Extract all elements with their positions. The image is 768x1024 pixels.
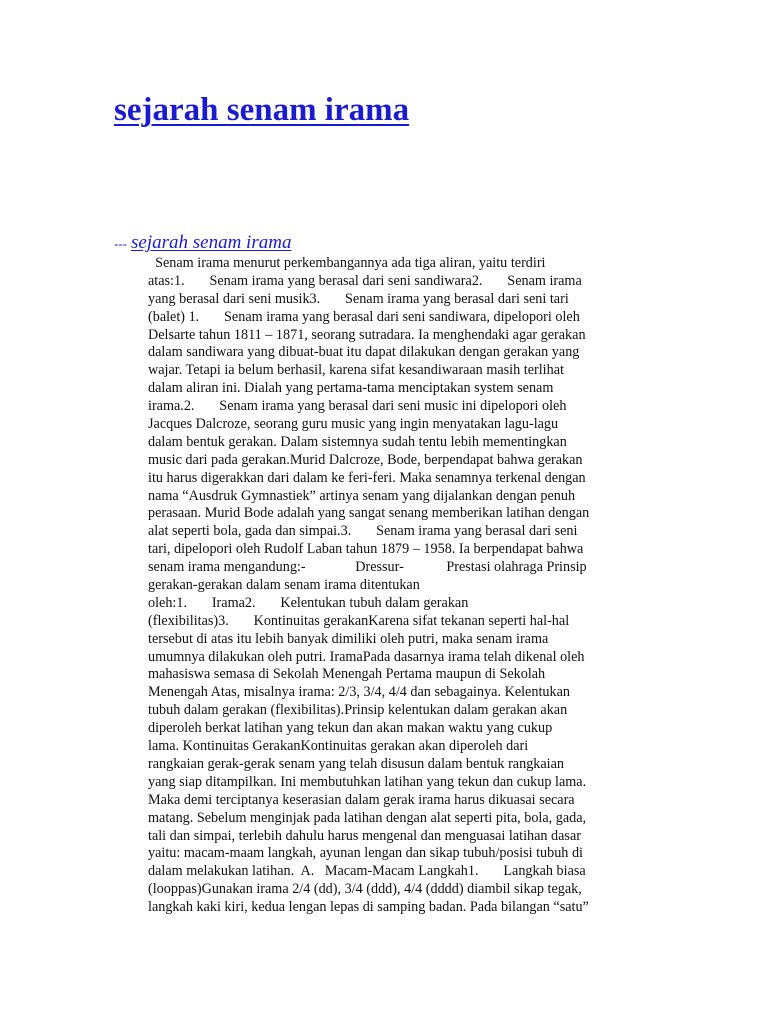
body-line: (flexibilitas)3. Kontinuitas gerakanKarena sifat tekanan seperti hal-hal [148, 612, 570, 629]
body-line: umumnya dilakukan oleh putri. IramaPada dasarnya irama telah dikenal oleh [148, 648, 585, 665]
body-line: dalam sandiwara yang dibuat-buat itu dapat dilakukan dengan gerakan yang [148, 344, 580, 361]
body-line: yang berasal dari seni musik3. Senam irama yang berasal dari seni tari [148, 290, 569, 307]
body-line: rangkaian gerak-gerak senam yang telah disusun dalam bentuk rangkaian [148, 755, 565, 772]
body-line: tersebut di atas itu lebih banyak dimiliki oleh putri, maka senam irama [148, 630, 549, 647]
body-line: lama. Kontinuitas GerakanKontinuitas gerakan akan diperoleh dari [148, 738, 529, 755]
body-line: matang. Sebelum menginjak pada latihan dengan alat seperti pita, bola, gada, [148, 809, 587, 826]
body-line: Jacques Dalcroze, seorang guru music yang ingin menyatakan lagu-lagu [148, 416, 559, 433]
body-line: yang siap ditampilkan. Ini membutuhkan latihan yang tekun dan cukup lama. [148, 773, 587, 790]
body-line: Menengah Atas, misalnya irama: 2/3, 3/4, 4/4 dan sebagainya. Kelentukan [148, 684, 570, 701]
body-line: senam irama mengandung:- Dressur- Prestasi olahraga Prinsip [148, 559, 587, 576]
body-line: dalam melakukan latihan. A. Macam-Macam Langkah1. Langkah biasa [148, 863, 586, 880]
body-line: wajar. Tetapi ia belum berhasil, karena sifat kesandiwaraan masih terlihat [148, 362, 564, 379]
body-line: mahasiswa semasa di Sekolah Menengah Pertama maupun di Sekolah [148, 666, 546, 683]
body-line: (looppas)Gunakan irama 2/4 (dd), 3/4 (ddd), 4/4 (dddd) diambil sikap tegak, [148, 881, 582, 898]
body-line: atas:1. Senam irama yang berasal dari seni sandiwara2. Senam irama [148, 272, 582, 289]
body-line: Delsarte tahun 1811 – 1871, seorang sutradara. Ia menghendaki agar gerakan [148, 326, 586, 343]
body-line: dalam bentuk gerakan. Dalam sistemnya sudah tentu lebih mementingkan [148, 433, 567, 450]
body-line: itu harus digerakkan dari dalam ke feri-feri. Maka senamnya terkenal dengan [148, 469, 586, 486]
post-body [148, 255, 658, 917]
body-line: diperoleh berkat latihan yang tekun dan akan makan waktu yang cukup [148, 720, 553, 737]
body-line: gerakan-gerakan dalam senam irama ditentukan [148, 577, 420, 594]
body-line: irama.2. Senam irama yang berasal dari seni music ini dipelopori oleh [148, 398, 567, 415]
body-line: music dari pada gerakan.Murid Dalcroze, Bode, berpendapat bahwa gerakan [148, 451, 583, 468]
body-line: tubuh dalam gerakan (flexibilitas).Prinsip kelentukan dalam gerakan akan [148, 702, 568, 719]
body-line: oleh:1. Irama2. Kelentukan tubuh dalam gerakan [148, 594, 469, 611]
body-line: langkah kaki kiri, kedua lengan lepas di samping badan. Pada bilangan “satu” [148, 899, 589, 916]
body-line: tari, dipelopori oleh Rudolf Laban tahun 1879 – 1958. Ia berpendapat bahwa [148, 541, 584, 558]
post-header [114, 231, 291, 255]
body-line: nama “Ausdruk Gymnastiek” artinya senam yang dijalankan dengan penuh [148, 487, 576, 504]
body-line: dalam aliran ini. Dialah yang pertama-tama menciptakan system senam [148, 380, 554, 397]
post-prefix: --- [114, 236, 127, 251]
body-line: Senam irama menurut perkembangannya ada tiga aliran, yaitu terdiri [148, 255, 546, 271]
body-line: alat seperti bola, gada dan simpai.3. Senam irama yang berasal dari seni [148, 523, 578, 540]
body-line: Maka demi terciptanya keserasian dalam gerak irama harus dikuasai secara [148, 791, 575, 808]
post-title-link[interactable]: sejarah senam irama [131, 232, 292, 253]
page-title-link[interactable]: sejarah senam irama [114, 92, 410, 128]
body-line: (balet) 1. Senam irama yang berasal dari seni sandiwara, dipelopori oleh [148, 308, 580, 325]
body-line: perasaan. Murid Bode adalah yang sangat senang memberikan latihan dengan [148, 505, 590, 522]
body-line: yaitu: macam-maam langkah, ayunan lengan dan sikap tubuh/posisi tubuh di [148, 845, 583, 862]
body-line: tali dan simpai, terlebih dahulu harus mengenal dan menguasai latihan dasar [148, 827, 581, 844]
